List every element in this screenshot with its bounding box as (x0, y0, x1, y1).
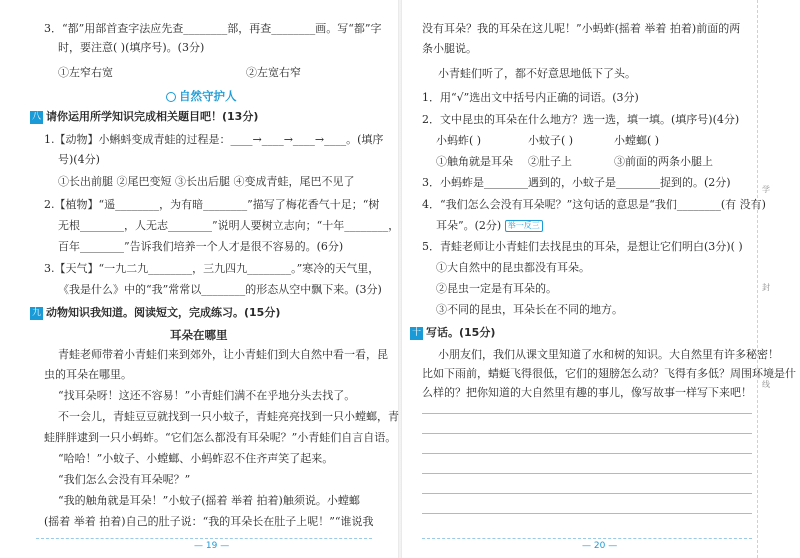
page-footer-rule (422, 538, 752, 539)
story-p1-line2: 虫的耳朵在哪里。 (44, 368, 132, 381)
s8-q1-line1: 1.【动物】小蝌蚪变成青蛙的过程是：____→____→____→____。(填序 (44, 133, 384, 146)
r-q4-line2: 耳朵”。(2分) 举一反三 (436, 219, 543, 233)
r-q5-opt2: ②昆虫一定是有耳朵的。 (436, 282, 557, 295)
section9-header (30, 306, 280, 320)
page-footer-rule (36, 538, 372, 539)
s8-q3-line1: 3.【天气】“一九二九________，三九四九________。”寒冷的天气里， (44, 262, 380, 275)
story-p3-line1: 不一会儿，青蛙豆豆就找到一只小蚊子，青蛙亮亮找到一只小螳螂，青 (58, 410, 399, 423)
r-q5-opt1: ①大自然中的昆虫都没有耳朵。 (436, 261, 590, 274)
r-q2-blank3: 小螳螂( ) (614, 134, 660, 147)
q3-option2: ②左宽右窄 (246, 66, 301, 79)
story-title: 耳朵在哪里 (170, 328, 228, 342)
r-q3: 3．小蚂蚱是________遇到的，小蚊子是________捉到的。(2分) (422, 176, 731, 189)
s8-q1-options: ①长出前腿 ②尾巴变短 ③长出后腿 ④变成青蛙，尾巴不见了 (58, 175, 355, 188)
tag-extend: 举一反三 (505, 220, 543, 232)
s8-q2-line3: 百年________”告诉我们培养一个人才是很不容易的。(6分) (58, 240, 344, 253)
section10-title: 写话。(15分) (426, 326, 496, 339)
story-cont-line2: 条小腿说。 (422, 42, 477, 55)
q3-line1: 3．“都”用部首查字法应先查________部，再查________画。写“都”字 (44, 22, 382, 35)
writing-prompt-line1: 小朋友们，我们从课文里知道了水和树的知识。大自然里有许多秘密！ (438, 348, 779, 361)
story-cont-p2: 小青蛙们听了，都不好意思地低下了头。 (438, 67, 636, 80)
r-q2-blank1: 小蚂蚱( ) (436, 134, 482, 147)
story-p6-line1: “我的触角就是耳朵！”小蚊子(摇着 举着 拍着)触须说。小螳螂 (58, 494, 360, 507)
r-q4-line1: 4．“我们怎么会没有耳朵呢？”这句话的意思是“我们________(有 没有) (422, 198, 766, 211)
section8-header (30, 110, 258, 124)
section9-badge: 九 (31, 307, 41, 318)
r-q5: 5．青蛙老师让小青蛙们去找昆虫的耳朵，是想让它们明白(3分)( ) (422, 240, 743, 253)
search-icon (166, 92, 176, 102)
r-q2-opt3: ③前面的两条小腿上 (614, 155, 713, 168)
writing-line[interactable] (422, 433, 752, 434)
writing-line[interactable] (422, 453, 752, 454)
story-p3-line2: 蛙胖胖逮到一只小蚂蚱。“它们怎么都没有耳朵呢？”小青蛙们自言自语。 (44, 431, 397, 444)
story-p5: “我们怎么会没有耳朵呢？” (58, 473, 191, 486)
section8-title: 请你运用所学知识完成相关题目吧！(13分) (46, 110, 259, 123)
story-p6-line2: (摇着 举着 拍着)自己的肚子说：“我的耳朵长在肚子上呢！”“谁说我 (44, 515, 374, 528)
writing-line[interactable] (422, 513, 752, 514)
section-center-title: 自然守护人 (166, 88, 237, 104)
right-page (402, 0, 800, 558)
story-p4: “哈哈！”小蚊子、小螳螂、小蚂蚱忍不住齐声笑了起来。 (58, 452, 334, 465)
writing-line[interactable] (422, 413, 752, 414)
r-q2: 2．文中昆虫的耳朵在什么地方？选一选，填一填。(填序号)(4分) (422, 113, 740, 126)
binding-char: 学 (762, 185, 770, 194)
s8-q3-line2: 《我是什么》中的“我”常常以________的形态从空中飘下来。(3分) (58, 283, 382, 296)
r-q1: 1．用“√”选出文中括号内正确的词语。(3分) (422, 91, 639, 104)
r-q5-opt3: ③不同的昆虫，耳朵长在不同的地方。 (436, 303, 623, 316)
story-cont-line1: 没有耳朵？我的耳朵在这儿呢！”小蚂蚱(摇着 举着 拍着)前面的两 (422, 22, 741, 35)
page-number-left: — 19 — (194, 541, 230, 551)
section8-badge: 八 (31, 111, 41, 122)
story-p1-line1: 青蛙老师带着小青蛙们来到郊外，让小青蛙们到大自然中看一看，昆 (58, 348, 388, 361)
binding-line (757, 0, 758, 558)
binding-char: 线 (762, 380, 770, 389)
r-q2-blank2: 小蚊子( ) (528, 134, 574, 147)
writing-prompt-line3: 么样的？把你知道的大自然里有趣的事儿，像写故事一样写下来吧！ (422, 386, 752, 399)
story-p2: “找耳朵呀！这还不容易！”小青蛙们满不在乎地分头去找了。 (58, 389, 356, 402)
s8-q2-line2: 无根________，人无志________”说明人要树立志向；“十年________， (58, 219, 400, 232)
page-number-right: — 20 — (582, 541, 618, 551)
r-q2-opt1: ①触角就是耳朵 (436, 155, 513, 168)
s8-q2-line1: 2.【植物】“遥________，为有暗________”描写了梅花香气十足；“树 (44, 198, 380, 211)
writing-line[interactable] (422, 493, 752, 494)
q3-line2: 时，要注意( )(填序号)。(3分) (58, 41, 205, 54)
section9-title: 动物知识我知道。阅读短文，完成练习。(15分) (46, 306, 281, 319)
section10-badge: 十 (411, 327, 421, 338)
r-q2-opt2: ②肚子上 (528, 155, 572, 168)
writing-prompt-line2: 比如下雨前，蜻蜓飞得很低，它们的翅膀怎么动？飞得有多低？周围环境是什 (422, 367, 796, 380)
q3-option1: ①左窄右宽 (58, 66, 113, 79)
s8-q1-line2: 号)(4分) (58, 153, 100, 166)
section10-header (410, 326, 495, 340)
writing-line[interactable] (422, 473, 752, 474)
left-page (0, 0, 398, 558)
binding-char: 封 (762, 283, 770, 292)
